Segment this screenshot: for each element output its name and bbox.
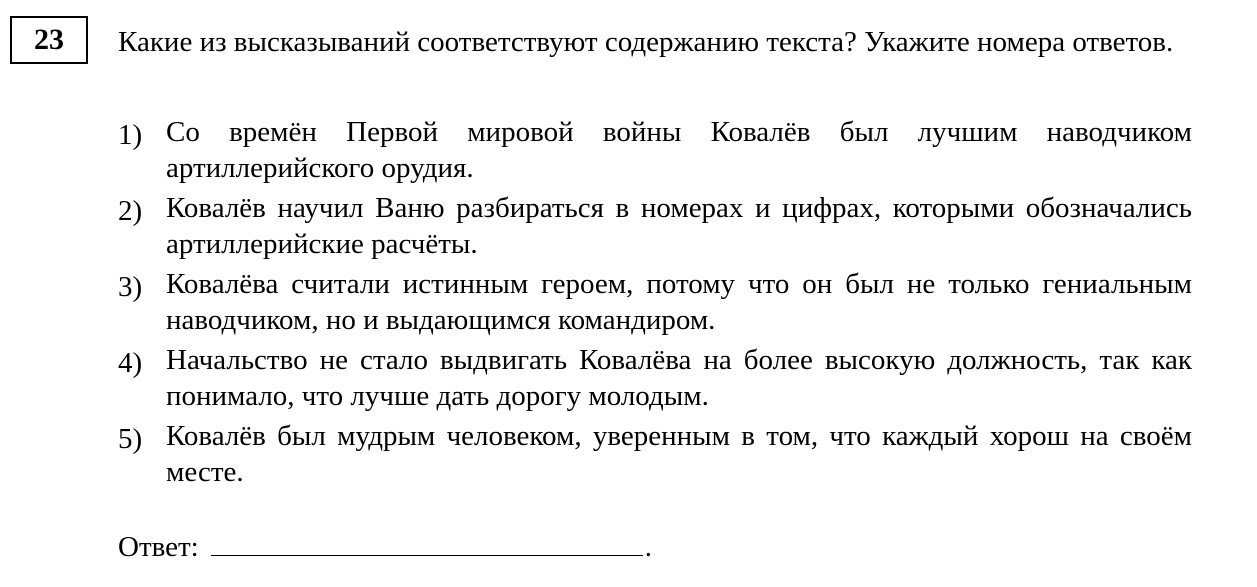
option-number: 5)	[118, 423, 143, 455]
option-text: Ковалёва считали истинным героем, потому что он был не только гениальным наводчиком, но и выдающимся командиром.	[166, 268, 1192, 336]
question-number: 23	[34, 23, 64, 56]
answer-blank-line[interactable]	[211, 527, 643, 556]
option-number: 3)	[118, 271, 143, 303]
option-text: Со времён Первой мировой войны Ковалёв был лучшим наводчиком артиллерийского орудия.	[166, 116, 1192, 184]
option-2	[118, 190, 1192, 262]
question-number-box	[10, 16, 88, 64]
option-number: 2)	[118, 195, 143, 227]
option-1	[118, 114, 1192, 186]
option-text: Ковалёв научил Ваню разбираться в номерах и цифрах, которыми обозначались артиллерийские расчёты.	[166, 192, 1192, 260]
option-4	[118, 342, 1192, 414]
option-number: 4)	[118, 347, 143, 379]
option-3	[118, 266, 1192, 338]
answer-options-list	[118, 114, 1192, 494]
answer-label: Ответ:	[118, 531, 199, 563]
answer-period: .	[644, 531, 652, 563]
option-5	[118, 418, 1192, 490]
option-number: 1)	[118, 119, 143, 151]
question-prompt: Какие из высказываний соответствуют содержанию текста? Укажите номера ответов.	[118, 26, 1174, 58]
option-text: Ковалёв был мудрым человеком, уверенным в том, что каждый хорош на своём месте.	[166, 420, 1192, 488]
answer-row	[118, 527, 652, 565]
option-text: Начальство не стало выдвигать Ковалёва на более высокую должность, так как понимало, что лучше дать дорогу молодым.	[166, 344, 1192, 412]
